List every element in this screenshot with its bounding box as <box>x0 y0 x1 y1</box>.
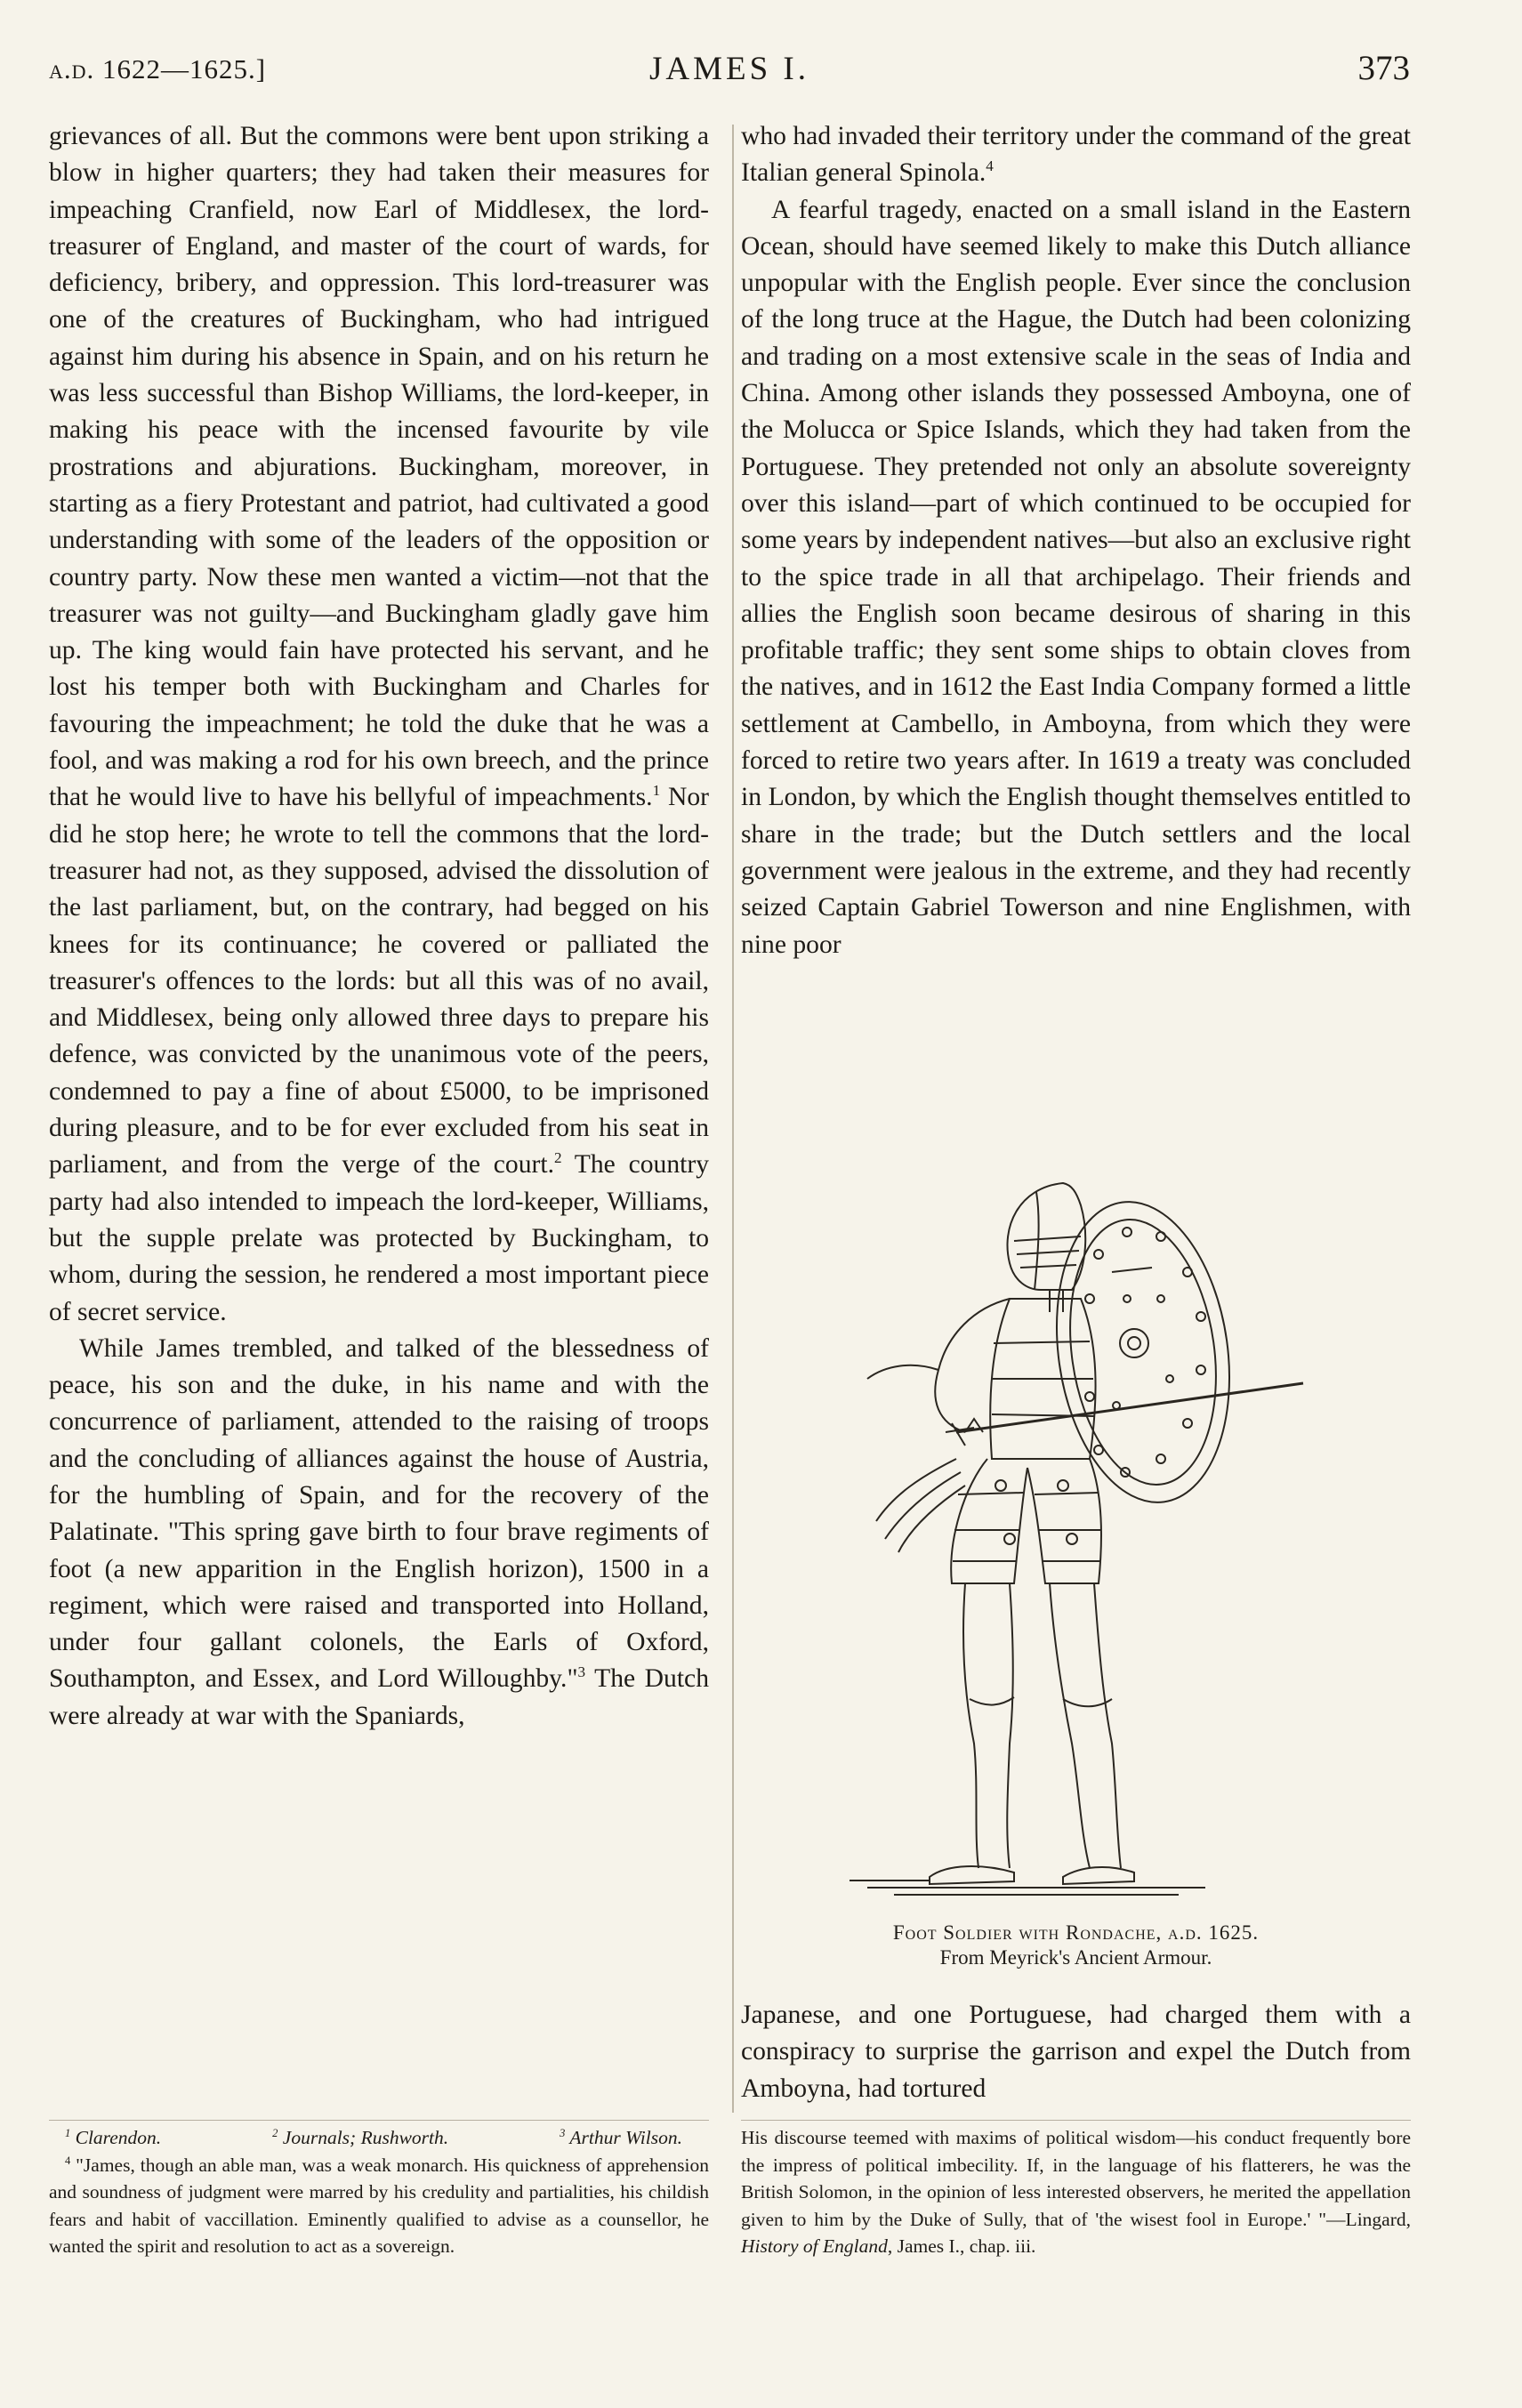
footnote-3-text: Arthur Wilson. <box>569 2127 682 2148</box>
footnote-3 <box>560 2124 682 2152</box>
left-para1-cont: Nor did he stop here; he wrote to tell the commons that the lord-treasurer had not, as they supposed, advised the dissolution of the last parliament, but, on the contrary, had begged on his knees for its continuance; he covered or palliated the treasurer's offences to the lords: but all this was of no avail, and Middlesex, being only allowed three days to prepare his defence, was convicted by the unanimous vote of the peers, condemned to pay a fine of about £5000, to be imprisoned during pleasure, and to be for ever excluded from his seat in parliament, and from the verge of the court. <box>49 783 709 1180</box>
footnote-4-cont-text: His discourse teemed with maxims of political wisdom—his conduct frequently bore the impress of political imbecility. If, in the language of his flatterers, he was the British Solomon, in the opinion of less interested observers, he merited the appellation given to him by the Duke of Sully, that of 'the wisest fool in Europe.' "—Lingard, <box>741 2127 1411 2230</box>
footnote-ref-1: 1 <box>652 782 661 800</box>
left-column <box>49 118 709 1735</box>
caption-line-2: From Meyrick's Ancient Armour. <box>939 1946 1212 1969</box>
footnote-4-num: 4 <box>65 2154 71 2167</box>
right-paragraph-2: A fearful tragedy, enacted on a small island in the Eastern Ocean, should have seemed likely to make this Dutch alliance unpopular with the English people. Ever since the conclusion of the long truce at the Hague, the Dutch had been colonizing and trading on a most extensive scale in the seas of India and China. Among other islands they possessed Amboyna, one of the Molucca or Spice Islands, which they had taken from the Portuguese. They pretended not only an absolute sovereignty over this island—part of which continued to be occupied for some years by independent natives—but also an exclusive right to the spice trade in all that archipelago. Their friends and allies the English soon became desirous of sharing in this profitable traffic; they sent some ships to obtain cloves from the natives, and in 1612 the East India Company formed a little settlement at Cambello, in Amboyna, from which they were forced to retire two years after. In 1619 a treaty was concluded in London, by which the English thought themselves entitled to share in the trade; but the Dutch settlers and the local government were jealous in the extreme, and they had recently seized Captain Gabriel Towerson and nine Englishmen, with nine poor <box>741 195 1411 959</box>
footnote-2 <box>272 2124 448 2152</box>
footnote-ref-4: 4 <box>986 157 994 175</box>
footnote-ref-3: 3 <box>577 1663 586 1681</box>
figure-caption <box>741 1921 1411 1969</box>
footnote-4-continued <box>741 2124 1411 2260</box>
foot-soldier-engraving <box>796 1165 1330 1904</box>
header-title: JAMES I. <box>648 51 810 87</box>
footnote-4-cont-end: , James I., chap. iii. <box>887 2235 1036 2257</box>
footnote-1-num: 1 <box>65 2126 71 2139</box>
footnote-rule-left <box>49 2120 709 2121</box>
right-para1-text: who had invaded their territory under the command of the great Italian general Spinola. <box>741 122 1411 188</box>
right-column-top <box>741 118 1411 963</box>
left-paragraph-1 <box>49 118 709 1331</box>
right-column-bottom <box>741 1997 1411 2107</box>
left-para1-text: grievances of all. But the commons were bent upon striking a blow in higher quarters; they had taken their measures for impeaching Cranfield, now Earl of Middlesex, the lord-treasurer of England, and master of the court of wards, for deficiency, bribery, and oppression. This lord-treasurer was one of the creatures of Buckingham, who had intrigued against him during his absence in Spain, and on his return he was less successful than Bishop Williams, the lord-keeper, in making his peace with the incensed favourite by vile prostrations and abjurations. Buckingham, moreover, in starting as a fiery Protestant and patriot, had cultivated a good understanding with some of the leaders of the opposition or country party. Now these men wanted a victim—not that the treasurer was not guilty—and Buckingham gladly gave him up. The king would fain have protected his servant, and he lost his temper both with Buckingham and Charles for favouring the impeachment; he told the duke that he was a fool, and was making a rod for his own breech, and the prince that he would live to have his bellyful of impeachments. <box>49 122 709 812</box>
right-paragraph-1 <box>741 118 1411 192</box>
left-paragraph-2 <box>49 1331 709 1735</box>
footnote-3-num: 3 <box>560 2126 566 2139</box>
running-header <box>49 43 1410 87</box>
left-para2-text: While James trembled, and talked of the blessedness of peace, his son and the duke, in his name and with the concurrence of parliament, attended to the raising of troops and the concluding of alliances against the house of Austria, for the humbling of Spain, and for the recovery of the Palatinate. "This spring gave birth to four brave regiments of foot (a new apparition in the English horizon), 1500 in a regiment, which were raised and transported into Holland, under four gallant colonels, the Earls of Oxford, Southampton, and Essex, and Lord Willoughby." <box>49 1333 709 1694</box>
footnotes-right <box>741 2124 1411 2260</box>
footnote-1 <box>65 2124 161 2152</box>
footnote-rule-right <box>741 2120 1411 2121</box>
footnote-4 <box>49 2152 709 2260</box>
footnote-2-num: 2 <box>272 2126 278 2139</box>
footnote-ref-2: 2 <box>553 1149 562 1167</box>
left-para2-end: The Dutch were already at war with the Spaniards, <box>49 1664 709 1730</box>
left-para1-end: The country party had also intended to impeach the lord-keeper, Williams, but the supple prelate was protected by Buckingham, to whom, during the session, he rendered a most important piece of secret service. <box>49 1150 709 1326</box>
header-ad: a.d. <box>49 53 95 85</box>
footnote-4-text: "James, though an able man, was a weak monarch. His quickness of apprehension and soundness of judgment were marred by his credulity and partialities, his childish fears and habit of vaccillation. Eminently qualified to advise as a counsellor, he wanted the spirit and resolution to act as a sovereign. <box>49 2154 710 2257</box>
footnote-2-text: Journals; Rushworth. <box>282 2127 449 2148</box>
footnotes-left <box>49 2124 709 2260</box>
header-years: 1622—1625.] <box>102 53 267 85</box>
right-paragraph-3: Japanese, and one Portuguese, had charged them with a conspiracy to surprise the garrison and expel the Dutch from Amboyna, had tortured <box>741 2001 1411 2103</box>
page-number: 373 <box>1357 49 1410 87</box>
column-divider <box>732 125 734 2113</box>
caption-line-1: Foot Soldier with Rondache, a.d. 1625. <box>892 1921 1260 1944</box>
footnote-1-text: Clarendon. <box>75 2127 162 2148</box>
illustration-foot-soldier <box>796 1165 1330 1904</box>
footnote-4-book-title: History of England <box>741 2235 888 2257</box>
footnote-refs-row <box>49 2124 709 2152</box>
